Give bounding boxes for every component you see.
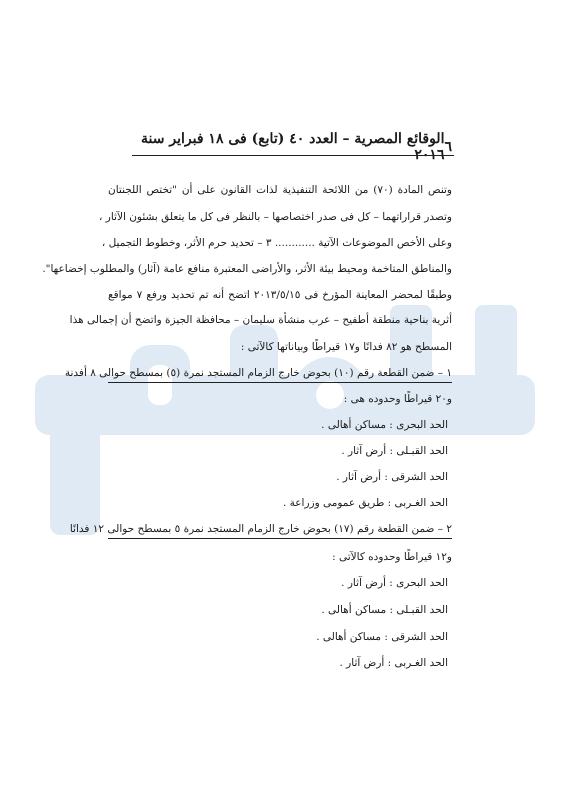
paragraph-line: وتصدر قراراتهما – كل فى صدر اختصاصها – بالنظر فى كل ما يتعلق بشئون الآثار ، [99,211,452,223]
paragraph-line: أثرية بناحية منطقة أطفيح – عرب منشأة سليمان – محافظة الجيزة واتضح أن إجمالى هذا [69,314,452,326]
paragraph-line: وطبقًا لمحضر المعاينة المؤرخ فى ٢٠١٣/٥/١٥ اتضح أنه تم تحديد ورفع ٧ مواقع [108,289,452,301]
paragraph-line: وتنص المادة (٧٠) من اللائحة التنفيذية لذات القانون على أن "تختص اللجنتان [108,184,452,196]
paragraph-line: والمناطق المتاخمة ومحيط بيئة الأثر، والأراضى المعتبرة منافع عامة (آثار) والمطلوب إخضاعها". [42,263,452,275]
boundary-item: الحد الغـربى : أرض آثار . [339,657,448,669]
boundary-item: الحد الغـربى : طريق عمومى وزراعة . [282,497,448,509]
parcel-heading-cont: و١٢ قيراطًا وحدوده كالآتى : [332,551,452,563]
boundary-item: الحد القبـلى : مساكن أهالى . [321,604,448,616]
page-header [132,131,452,163]
header-divider [132,155,454,156]
parcel-heading-cont: و٢٠ قيراطًا وحدوده هى : [343,393,452,405]
boundary-item: الحد الشرقى : أرض آثار . [336,471,448,483]
parcel-heading: ١ – ضمن القطعة رقم (١٠) بحوض خارج الزمام المستجد نمرة (٥) بمسطح حوالى ٨ أفدنة [108,366,452,383]
boundary-item: الحد القبـلى : أرض آثار . [341,445,448,457]
boundary-item: الحد الشرقى : مساكن أهالى . [316,631,448,643]
paragraph-line: المسطح هو ٨٢ فدانًا و١٧ قيراطًا وبياناتها كالآتى : [240,341,452,353]
boundary-item: الحد البحرى : مساكن أهالى . [321,419,448,431]
boundary-item: الحد البحرى : أرض آثار . [341,577,448,589]
paragraph-line: وعلى الأخص الموضوعات الآتية ............ ٣ – تحديد حرم الأثر، وخطوط التجميل ، [101,237,452,249]
parcel-heading: ٢ – ضمن القطعة رقم (١٧) بحوض خارج الزمام المستجد نمرة ٥ بمسطح حوالى ١٢ فدانًا [108,522,452,539]
gazette-title: الوقائع المصرية – العدد ٤٠ (تابع) فى ١٨ فبراير سنة ٢٠١٦ [141,131,445,163]
page-number: ٦ [444,139,452,155]
